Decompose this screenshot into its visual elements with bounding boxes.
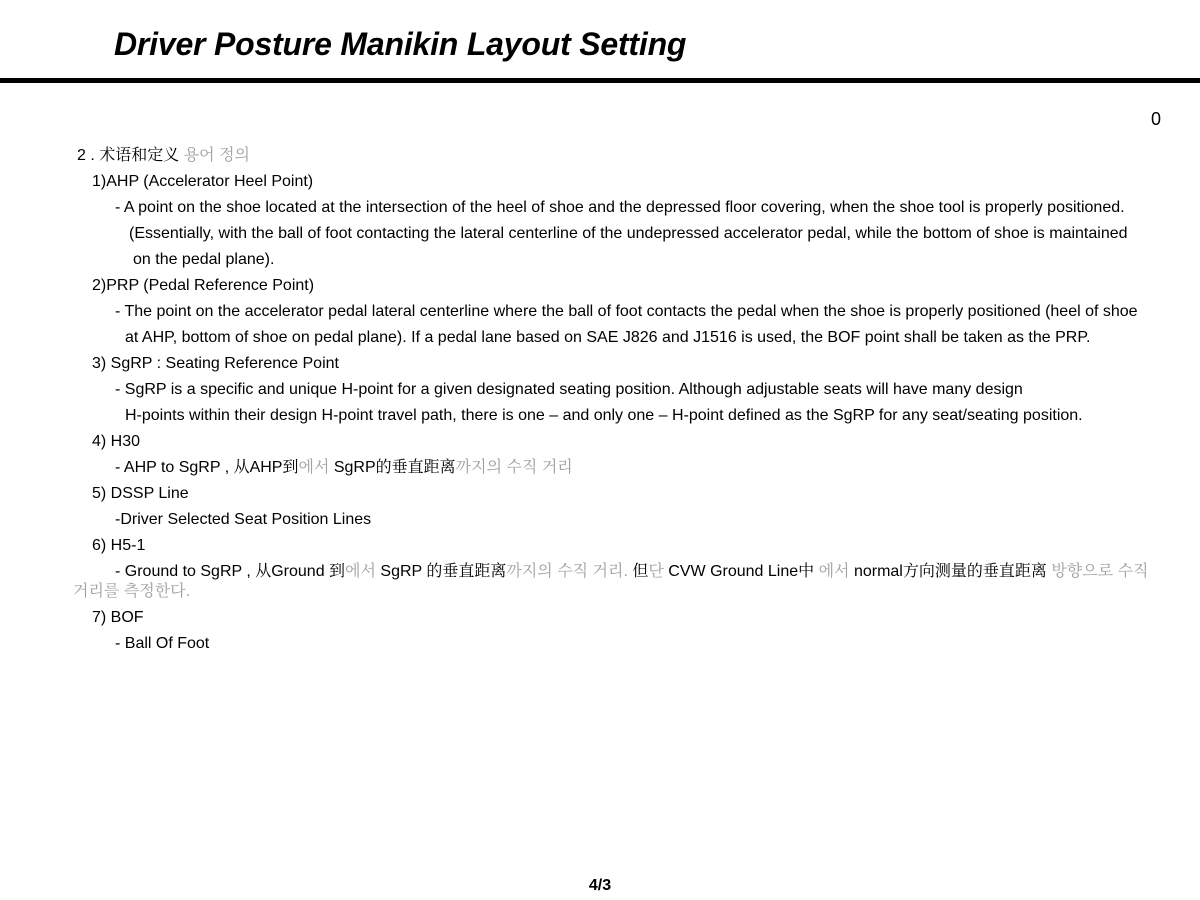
h51-text-5-ko: 방향으로 수직거리를 측정한다. bbox=[73, 563, 1149, 600]
ahp-line-2: (Essentially, with the ball of foot contacting the lateral centerline of the undepressed accelerator pedal, while the bottom of shoe is maintained bbox=[129, 225, 1128, 242]
corner-number: 0 bbox=[1151, 109, 1162, 129]
h51-text-2: SgRP 的垂直距离 bbox=[375, 563, 507, 580]
prp-line-2: at AHP, bottom of shoe on pedal plane). If a pedal lane based on SAE J826 and J1516 is used, the BOF point shall be taken as the PRP. bbox=[125, 329, 1091, 346]
h51-definition bbox=[73, 562, 1163, 602]
h30-definition bbox=[73, 458, 1163, 478]
bof-heading: 7) BOF bbox=[92, 609, 144, 626]
h51-text-3: 但 bbox=[632, 563, 649, 580]
section-heading bbox=[73, 146, 1163, 166]
prp-definition bbox=[73, 302, 1163, 348]
ahp-definition bbox=[73, 198, 1163, 270]
section-number: 2 . bbox=[77, 147, 95, 164]
ahp-line-3: on the pedal plane). bbox=[133, 251, 275, 268]
sgrp-line-1: - SgRP is a specific and unique H-point for a given designated seating position. Although adjustable seats will have many design bbox=[115, 381, 1023, 398]
h51-heading: 6) H5-1 bbox=[92, 537, 146, 554]
sgrp-heading: 3) SgRP : Seating Reference Point bbox=[92, 355, 339, 372]
h30-text-1: - AHP to SgRP , 从AHP到 bbox=[115, 459, 299, 476]
definitions-body bbox=[73, 146, 1163, 660]
h30-heading: 4) H30 bbox=[92, 433, 141, 450]
h51-text-1: - Ground to SgRP , 从Ground 到 bbox=[115, 563, 346, 580]
section-title-cn: 术语和定义 bbox=[99, 147, 180, 164]
prp-heading: 2)PRP (Pedal Reference Point) bbox=[92, 277, 315, 294]
bof-line-1: - Ball Of Foot bbox=[115, 635, 210, 652]
page-title: Driver Posture Manikin Layout Setting bbox=[114, 26, 687, 62]
section-title-ko: 용어 정의 bbox=[183, 147, 250, 164]
page-number: 4/3 bbox=[588, 877, 612, 894]
h51-text-4-ko: 에서 bbox=[818, 563, 850, 580]
h30-text-2-ko: 까지의 수직 거리 bbox=[455, 459, 573, 476]
dssp-line-1: -Driver Selected Seat Position Lines bbox=[115, 511, 372, 528]
h51-text-1-ko: 에서 bbox=[345, 563, 376, 580]
h30-text-2: SgRP的垂直距离 bbox=[329, 459, 456, 476]
h51-text-2-ko: 까지의 수직 거리. bbox=[506, 563, 633, 580]
sgrp-line-2: H-points within their design H-point travel path, there is one – and only one – H-point defined as the SgRP for any seat/seating position. bbox=[125, 407, 1083, 424]
h51-text-4: CVW Ground Line中 bbox=[663, 563, 819, 580]
ahp-heading: 1)AHP (Accelerator Heel Point) bbox=[92, 173, 314, 190]
h51-text-5: normal方向测量的垂直距离 bbox=[849, 563, 1052, 580]
dssp-heading: 5) DSSP Line bbox=[92, 485, 189, 502]
ahp-line-1: - A point on the shoe located at the intersection of the heel of shoe and the depressed floor covering, when the shoe tool is properly positioned. bbox=[115, 199, 1125, 216]
h30-text-1-ko: 에서 bbox=[298, 459, 330, 476]
h51-text-3-ko: 단 bbox=[648, 563, 664, 580]
title-underline bbox=[0, 78, 1200, 83]
prp-line-1: - The point on the accelerator pedal lateral centerline where the ball of foot contacts the pedal when the shoe is properly positioned (heel of shoe bbox=[115, 303, 1138, 320]
